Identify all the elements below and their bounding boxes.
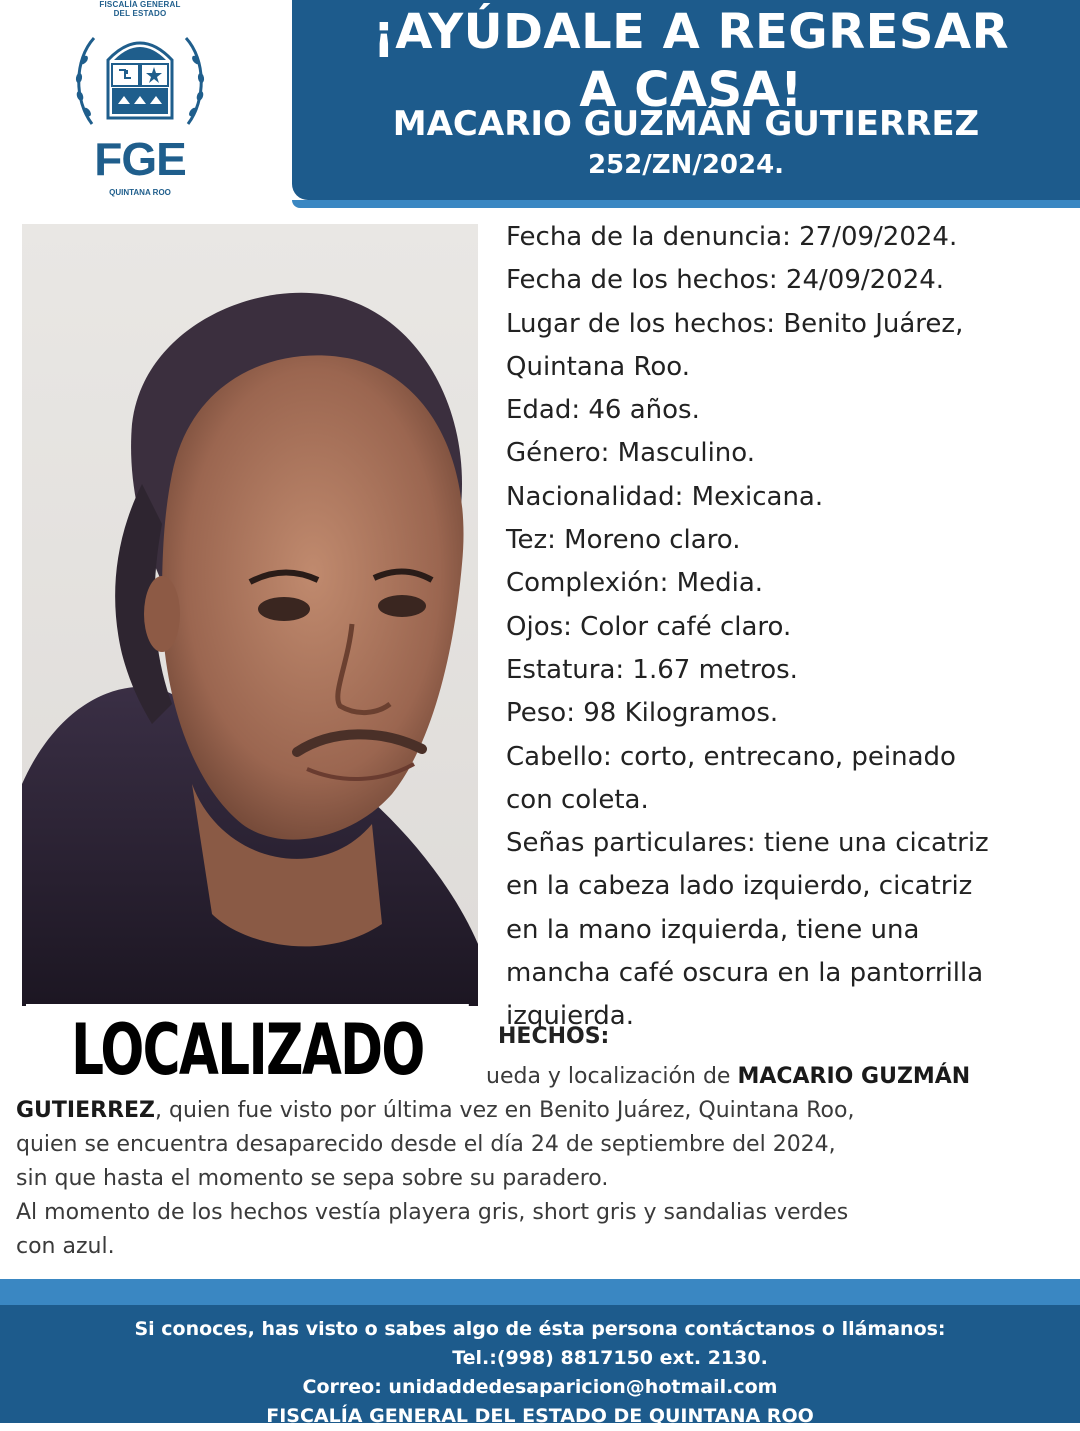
logo-state: QUINTANA ROO [109, 188, 171, 197]
detail-lugar-line-1: Lugar de los hechos: Benito Juárez, [506, 308, 964, 339]
detail-fecha-hechos: Fecha de los hechos: 24/09/2024. [506, 265, 945, 296]
portrait-illustration [22, 224, 478, 1006]
narrative-line-2 [16, 1094, 1062, 1128]
person-photo [22, 224, 478, 1006]
footer-accent-strip [0, 1279, 1080, 1305]
detail-estatura: Estatura: 1.67 metros. [506, 654, 798, 685]
narrative-line-1 [16, 1060, 1062, 1094]
localizado-stamp: LOCALIZADO [26, 1004, 469, 1096]
footer-email: Correo: unidaddedesaparicion@hotmail.com [302, 1376, 778, 1398]
narrative-line-5: Al momento de los hechos vestía playera gris, short gris y sandalias verdes [16, 1200, 849, 1225]
case-number: 252/ZN/2024. [587, 150, 785, 180]
detail-fecha-denuncia: Fecha de la denuncia: 27/09/2024. [506, 222, 958, 252]
person-details [506, 216, 1066, 1039]
detail-tez: Tez: Moreno claro. [506, 525, 741, 556]
detail-genero: Género: Masculino. [506, 438, 755, 469]
person-name: MACARIO GUZMÁN GUTIERREZ [392, 104, 980, 144]
headline-line-1: ¡AYÚDALE A REGRESAR [372, 4, 1010, 60]
contact-footer [0, 1305, 1080, 1427]
narrative-line-1-text: ueda y localización de [486, 1064, 738, 1089]
detail-complexion: Complexión: Media. [506, 568, 764, 599]
fge-logo [60, 0, 220, 210]
header-banner [292, 0, 1080, 200]
detail-senas-line-1: Señas particulares: tiene una cicatriz [506, 828, 989, 859]
detail-senas-line-5: izquierda. [506, 1001, 635, 1032]
headline-line-2: A CASA! [579, 62, 803, 118]
footer-phone: Tel.:(998) 8817150 ext. 2130. [452, 1347, 768, 1369]
detail-senas-line-2: en la cabeza lado izquierdo, cicatriz [506, 871, 973, 902]
hechos-narrative [16, 1060, 1062, 1264]
detail-cabello-line-2: con coleta. [506, 784, 649, 815]
logo-top-text-2: DEL ESTADO [113, 9, 167, 18]
hechos-title: HECHOS: [498, 1024, 610, 1049]
logo-acronym: FGE [94, 133, 186, 185]
detail-lugar-line-2: Quintana Roo. [506, 351, 690, 382]
narrative-line-4: sin que hasta el momento se sepa sobre su paradero. [16, 1166, 609, 1191]
narrative-line-2-text: , quien fue visto por última vez en Benito Juárez, Quintana Roo, [155, 1098, 855, 1123]
state-shield-icon [70, 20, 210, 140]
detail-peso: Peso: 98 Kilogramos. [506, 698, 779, 729]
detail-edad: Edad: 46 años. [506, 395, 700, 426]
narrative-line-6: con azul. [16, 1234, 115, 1259]
detail-senas-line-3: en la mano izquierda, tiene una [506, 914, 920, 945]
narrative-line-3: quien se encuentra desaparecido desde el día 24 de septiembre del 2024, [16, 1132, 836, 1157]
narrative-line-1-name: MACARIO GUZMÁN [737, 1064, 971, 1089]
detail-nacionalidad: Nacionalidad: Mexicana. [506, 481, 824, 512]
footer-prompt: Si conoces, has visto o sabes algo de ésta persona contáctanos o llámanos: [134, 1318, 946, 1340]
logo-top-text-1: FISCALÍA GENERAL [99, 0, 181, 9]
detail-senas-line-4: mancha café oscura en la pantorrilla [506, 958, 984, 989]
detail-ojos: Ojos: Color café claro. [506, 611, 792, 642]
detail-cabello-line-1: Cabello: corto, entrecano, peinado [506, 741, 956, 772]
footer-org: FISCALÍA GENERAL DEL ESTADO DE QUINTANA ROO [266, 1405, 814, 1427]
banner-accent-strip [292, 200, 1080, 208]
narrative-line-2-name: GUTIERREZ [16, 1098, 156, 1123]
